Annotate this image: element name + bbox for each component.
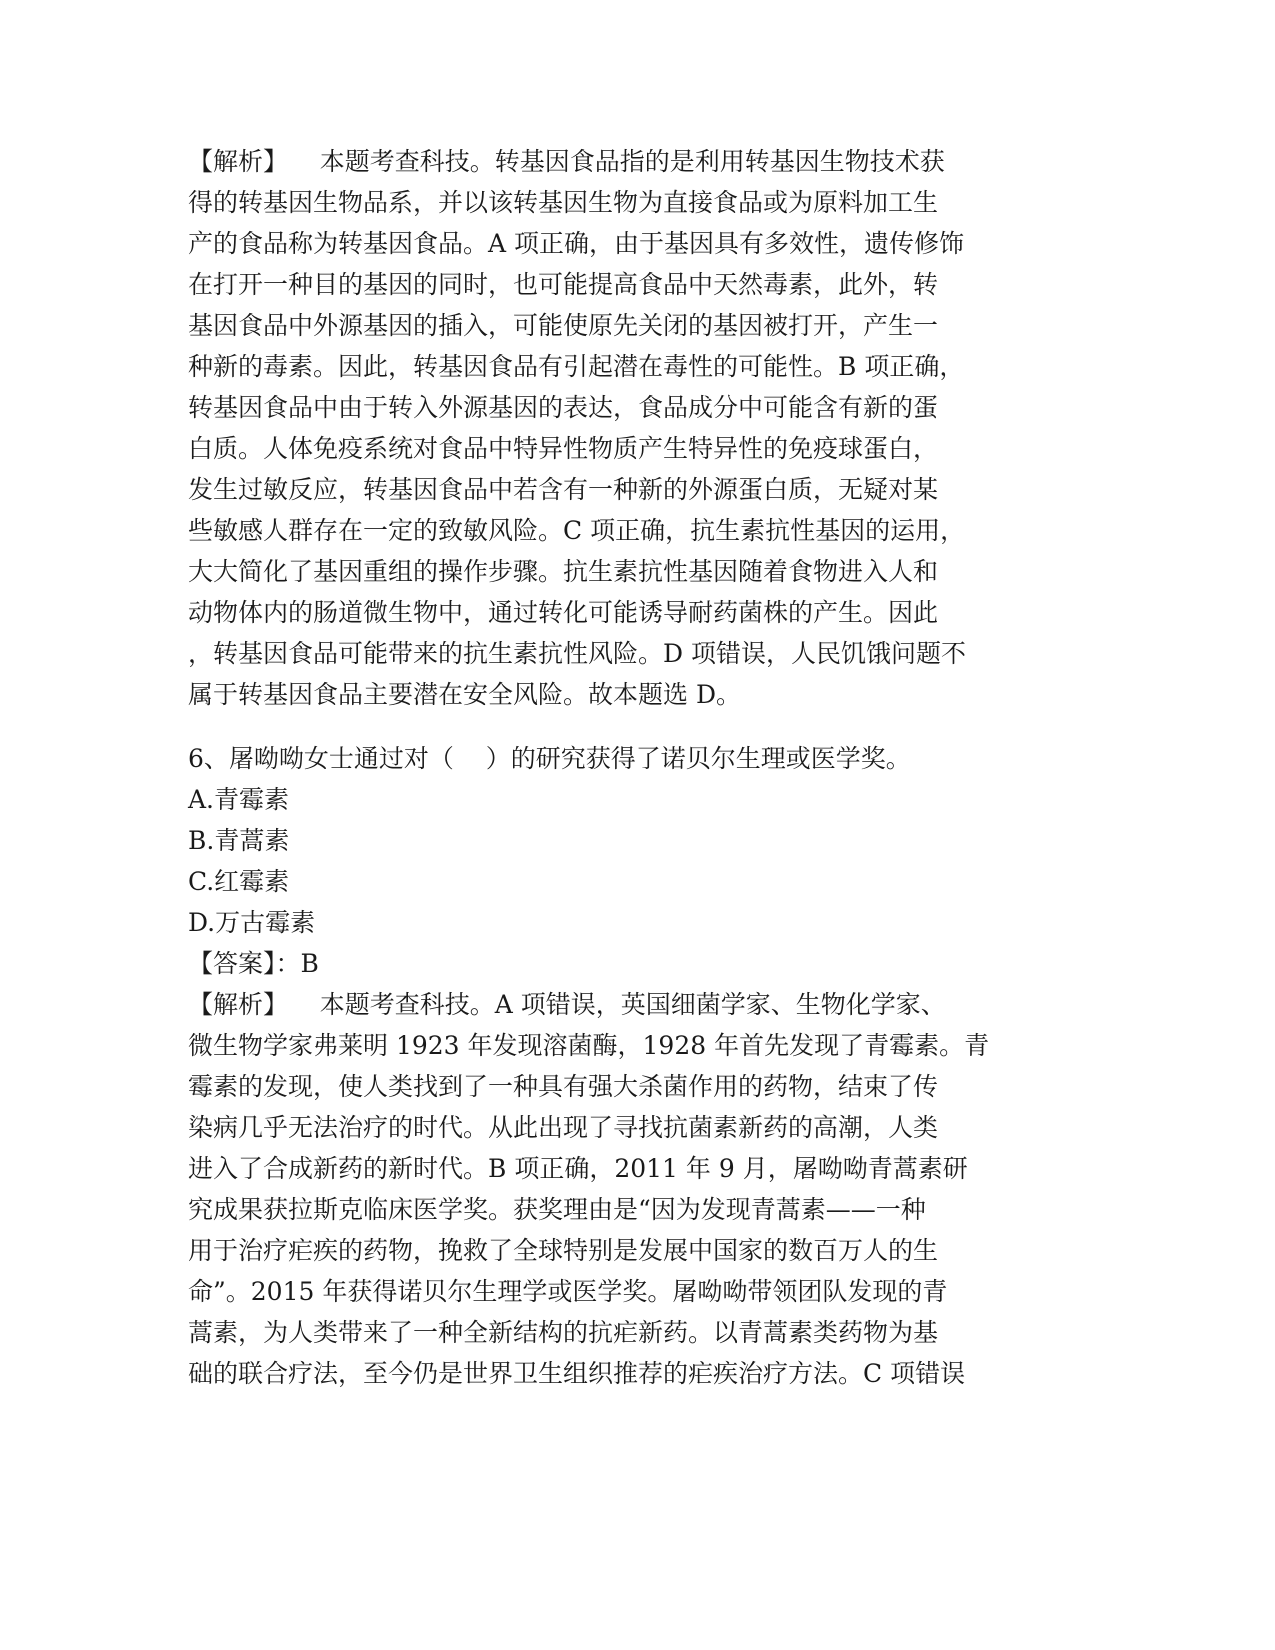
paragraph-line: 基因食品中外源基因的插入，可能使原先关闭的基因被打开，产生一 xyxy=(188,311,939,340)
paragraph-line: 【解析】 本题考查科技。A 项错误，英国细菌学家、生物化学家、 xyxy=(188,990,946,1019)
paragraph-line: 霉素的发现，使人类找到了一种具有强大杀菌作用的药物，结束了传 xyxy=(188,1072,939,1101)
paragraph-line: 【解析】 本题考查科技。转基因食品指的是利用转基因生物技术获 xyxy=(188,147,945,176)
paragraph-line: 白质。人体免疫系统对食品中特异性物质产生特异性的免疫球蛋白， xyxy=(188,434,939,463)
paragraph-line: 究成果获拉斯克临床医学奖。获奖理由是“因为发现青蒿素——一种 xyxy=(188,1195,926,1224)
paragraph-line: 用于治疗疟疾的药物，挽救了全球特别是发展中国家的数百万人的生 xyxy=(188,1236,939,1265)
option-c: C.红霉素 xyxy=(188,867,290,896)
paragraph-line: 些敏感人群存在一定的致敏风险。C 项正确，抗生素抗性基因的运用， xyxy=(188,516,966,545)
option-d: D.万古霉素 xyxy=(188,908,316,937)
paragraph-line: 蒿素，为人类带来了一种全新结构的抗疟新药。以青蒿素类药物为基 xyxy=(188,1318,939,1347)
paragraph-line: 动物体内的肠道微生物中，通过转化可能诱导耐药菌株的产生。因此 xyxy=(188,598,939,627)
paragraph-line: ，转基因食品可能带来的抗生素抗性风险。D 项错误，人民饥饿问题不 xyxy=(188,639,966,668)
paragraph-line: 命”。2015 年获得诺贝尔生理学或医学奖。屠呦呦带领团队发现的青 xyxy=(188,1277,948,1306)
paragraph-line: 微生物学家弗莱明 1923 年发现溶菌酶，1928 年首先发现了青霉素。青 xyxy=(188,1031,990,1060)
paragraph-line: 染病几乎无法治疗的时代。从此出现了寻找抗菌素新药的高潮，人类 xyxy=(188,1113,939,1142)
paragraph-line: 转基因食品中由于转入外源基因的表达，食品成分中可能含有新的蛋 xyxy=(188,393,939,422)
answer-line: 【答案】：B xyxy=(188,949,319,978)
paragraph-line: 发生过敏反应，转基因食品中若含有一种新的外源蛋白质，无疑对某 xyxy=(188,475,939,504)
paragraph-line: 础的联合疗法，至今仍是世界卫生组织推荐的疟疾治疗方法。C 项错误 xyxy=(188,1359,966,1388)
question-stem: 6、屠呦呦女士通过对（ ）的研究获得了诺贝尔生理或医学奖。 xyxy=(188,744,911,773)
paragraph-line: 大大简化了基因重组的操作步骤。抗生素抗性基因随着食物进入人和 xyxy=(188,557,939,586)
option-a: A.青霉素 xyxy=(188,785,290,814)
paragraph-line: 产的食品称为转基因食品。A 项正确，由于基因具有多效性，遗传修饰 xyxy=(188,229,965,258)
paragraph-line: 进入了合成新药的新时代。B 项正确，2011 年 9 月，屠呦呦青蒿素研 xyxy=(188,1154,968,1183)
paragraph-line: 种新的毒素。因此，转基因食品有引起潜在毒性的可能性。B 项正确， xyxy=(188,352,965,381)
paragraph-line: 在打开一种目的基因的同时，也可能提高食品中天然毒素，此外，转 xyxy=(188,270,939,299)
paragraph-line: 得的转基因生物品系，并以该转基因生物为直接食品或为原料加工生 xyxy=(188,188,939,217)
paragraph-line: 属于转基因食品主要潜在安全风险。故本题选 D。 xyxy=(188,680,741,709)
option-b: B.青蒿素 xyxy=(188,826,290,855)
